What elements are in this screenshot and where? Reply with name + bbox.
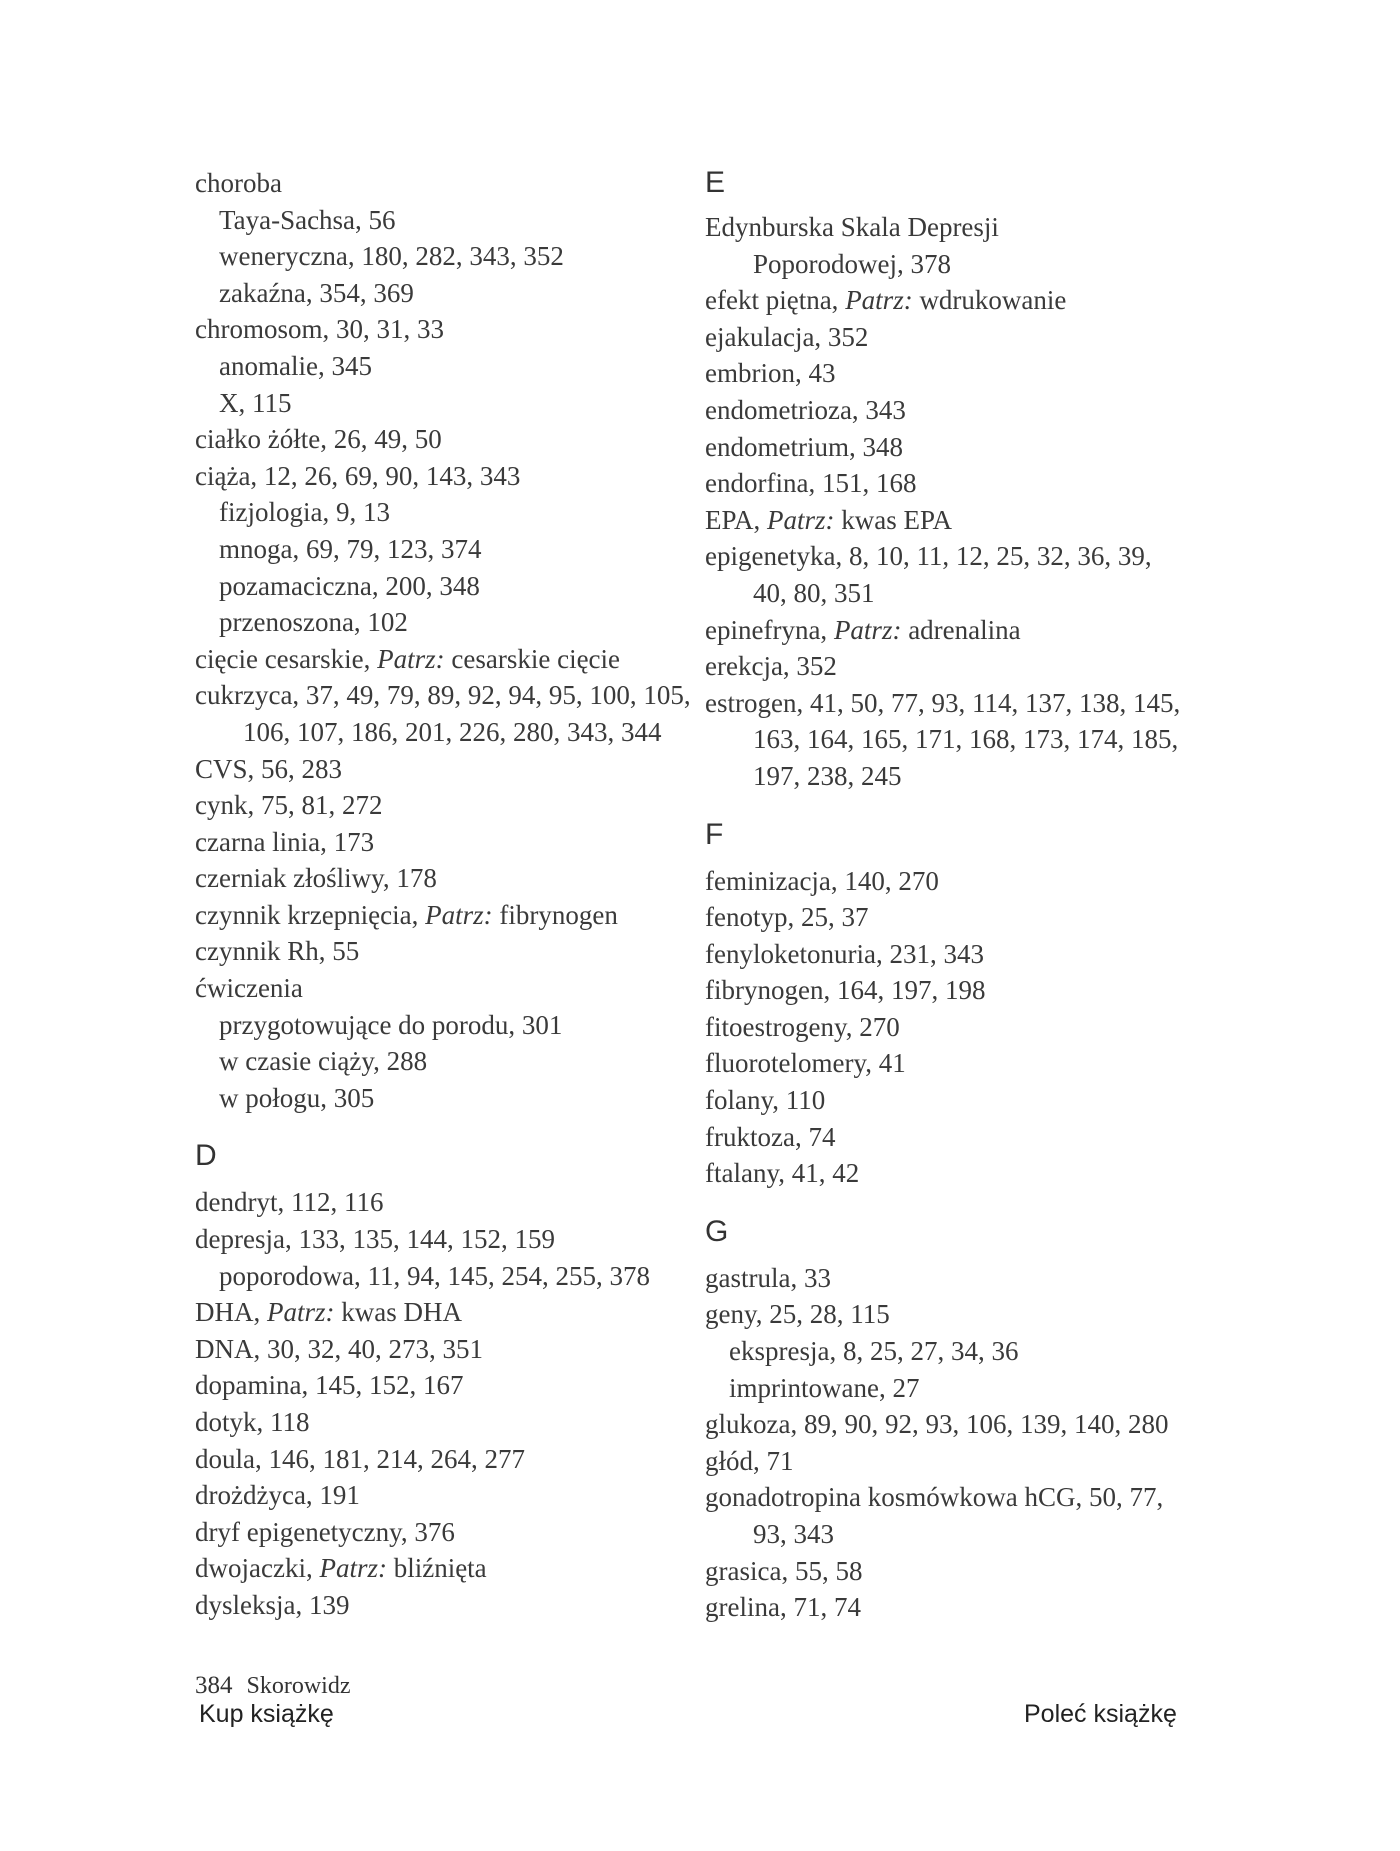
index-text: efekt piętna,: [705, 285, 846, 316]
index-entry-line: [195, 531, 675, 568]
index-entry-line: [195, 1007, 675, 1044]
index-entry: [705, 1406, 1225, 1443]
index-text: dendryt, 112, 116: [195, 1187, 384, 1218]
index-entry: [195, 641, 675, 678]
see-reference-label: Patrz:: [377, 643, 445, 674]
index-entry-line: [705, 1370, 1225, 1407]
index-entry-line: [705, 1333, 1225, 1370]
index-text: X, 115: [219, 387, 292, 418]
index-text: ejakulacja, 352: [705, 321, 869, 352]
index-entry: [705, 355, 1225, 392]
index-text: Poporodowej, 378: [753, 248, 951, 279]
index-text: weneryczna, 180, 282, 343, 352: [219, 241, 564, 272]
index-column-left: [195, 165, 691, 1624]
index-text: choroba: [195, 168, 282, 198]
index-entry-line: [705, 899, 1225, 936]
index-text: glukoza, 89, 90, 92, 93, 106, 139, 140, 280: [705, 1409, 1169, 1440]
index-text: gastrula, 33: [705, 1262, 831, 1293]
index-entry: [195, 1477, 675, 1514]
index-entry: [705, 1119, 1225, 1156]
index-subentry: [195, 494, 675, 531]
index-entry: [195, 421, 675, 458]
index-text: kwas EPA: [834, 504, 953, 535]
index-text: fenotyp, 25, 37: [705, 902, 869, 933]
index-entry-line: [195, 385, 675, 422]
index-entry-line: [195, 714, 675, 751]
index-entry-line: [195, 458, 675, 495]
index-entry-line: [705, 1406, 1225, 1443]
index-text: imprintowane, 27: [729, 1372, 920, 1403]
index-subentry: [195, 1080, 675, 1117]
index-text: ekspresja, 8, 25, 27, 34, 36: [729, 1336, 1019, 1367]
index-entry: [705, 1045, 1225, 1082]
index-entry-line: [195, 933, 675, 970]
index-entry-line: [705, 1119, 1225, 1156]
index-entry-line: [705, 246, 1225, 283]
index-entry-line: [195, 604, 675, 641]
index-entry-line: [195, 1514, 675, 1551]
index-text: 40, 80, 351: [753, 577, 875, 608]
index-entry-line: [705, 575, 1225, 612]
see-reference-label: Patrz:: [845, 285, 913, 316]
index-entry-line: [705, 972, 1225, 1009]
index-entry: [705, 465, 1225, 502]
index-subentry: [195, 348, 675, 385]
index-entry-line: [195, 202, 675, 239]
index-subentry: [705, 1333, 1225, 1370]
index-text: bliźnięta: [386, 1553, 487, 1584]
index-entry-line: [705, 1260, 1225, 1297]
index-entry: [705, 612, 1225, 649]
index-entry: [195, 1404, 675, 1441]
index-entry-line: [195, 1080, 675, 1117]
index-entry-line: [195, 275, 675, 312]
see-reference-label: Patrz:: [267, 1297, 335, 1328]
index-text: dopamina, 145, 152, 167: [195, 1370, 464, 1401]
index-entry-line: [195, 970, 675, 1007]
index-text: fitoestrogeny, 270: [705, 1011, 900, 1042]
index-letter-heading: F: [705, 817, 724, 851]
index-text: embrion, 43: [705, 358, 836, 389]
index-entry-line: [195, 1258, 675, 1295]
index-text: ciąża, 12, 26, 69, 90, 143, 343: [195, 460, 521, 491]
index-entry-line: [195, 641, 675, 678]
index-text: grelina, 71, 74: [705, 1592, 861, 1623]
index-entry: [705, 1443, 1225, 1480]
index-entry: [195, 897, 675, 934]
index-entry-line: [195, 1404, 675, 1441]
index-text: fenyloketonuria, 231, 343: [705, 938, 984, 969]
index-subentry: [195, 531, 675, 568]
index-entry: [705, 685, 1225, 795]
index-entry-line: [195, 421, 675, 458]
index-text: endometrioza, 343: [705, 394, 906, 425]
index-text: epigenetyka, 8, 10, 11, 12, 25, 32, 36, 39,: [705, 541, 1152, 572]
index-entry: [195, 458, 675, 495]
index-entry-line: [195, 1441, 675, 1478]
index-entry: [705, 209, 1225, 282]
index-entry-line: [195, 787, 675, 824]
index-entry-line: [705, 502, 1225, 539]
index-entry-line: [705, 758, 1225, 795]
index-text: ćwiczenia: [195, 973, 303, 1004]
index-entry-line: [705, 1516, 1225, 1553]
index-text: Edynburska Skala Depresji: [705, 212, 999, 242]
index-entry-line: [705, 1479, 1225, 1516]
see-reference-label: Patrz:: [833, 614, 902, 645]
index-entry: [705, 1296, 1225, 1333]
index-entry: [195, 165, 675, 202]
index-entry-line: [705, 1553, 1225, 1590]
recommend-book-link[interactable]: Poleć książkę: [1024, 1700, 1177, 1728]
index-entry: [195, 824, 675, 861]
index-text: CVS, 56, 283: [195, 753, 343, 784]
index-text: czynnik Rh, 55: [195, 936, 360, 967]
index-column-right: [705, 165, 1225, 1626]
index-text: przygotowujące do porodu, 301: [219, 1009, 563, 1040]
index-text: cięcie cesarskie,: [195, 643, 378, 674]
index-text: fizjologia, 9, 13: [219, 497, 390, 528]
index-entry: [195, 1184, 675, 1221]
index-subentry: [195, 1258, 675, 1295]
see-reference-label: Patrz:: [425, 899, 493, 930]
index-entry-line: [705, 429, 1225, 466]
index-letter-heading: G: [705, 1214, 729, 1248]
index-entry-line: [195, 1587, 675, 1624]
index-text: przenoszona, 102: [219, 607, 408, 638]
index-entry-line: [705, 648, 1225, 685]
index-text: fruktoza, 74: [705, 1121, 836, 1152]
index-entry: [705, 1553, 1225, 1590]
index-entry-line: [705, 863, 1225, 900]
index-entry: [705, 936, 1225, 973]
index-text: doula, 146, 181, 214, 264, 277: [195, 1443, 525, 1474]
index-text: estrogen, 41, 50, 77, 93, 114, 137, 138, 145,: [705, 687, 1181, 718]
index-entry: [705, 1155, 1225, 1192]
index-text: czynnik krzepnięcia,: [195, 899, 426, 930]
index-entry-line: [195, 311, 675, 348]
index-subentry: [195, 604, 675, 641]
index-entry-line: [195, 1221, 675, 1258]
index-entry: [195, 311, 675, 348]
index-text: zakaźna, 354, 369: [219, 277, 414, 308]
index-entry-line: [195, 348, 675, 385]
index-entry-line: [705, 209, 1225, 246]
index-subentry: [195, 385, 675, 422]
index-text: EPA,: [705, 504, 768, 535]
index-entry-line: [705, 1443, 1225, 1480]
index-entry-line: [705, 1082, 1225, 1119]
index-entry: [195, 1587, 675, 1624]
index-text: geny, 25, 28, 115: [705, 1299, 890, 1330]
index-entry-line: [195, 1550, 675, 1587]
index-entry-line: [195, 238, 675, 275]
index-entry-line: [195, 897, 675, 934]
index-entry-line: [705, 1155, 1225, 1192]
index-letter-heading: E: [705, 166, 726, 199]
index-text: 93, 343: [753, 1519, 834, 1549]
index-entry: [705, 429, 1225, 466]
index-text: feminizacja, 140, 270: [705, 865, 939, 896]
index-entry: [705, 863, 1225, 900]
buy-book-link[interactable]: Kup książkę: [199, 1700, 334, 1728]
index-entry: [705, 1479, 1225, 1552]
index-text: anomalie, 345: [219, 350, 372, 381]
index-entry: [195, 751, 675, 788]
index-entry-line: [195, 1477, 675, 1514]
index-text: endorfina, 151, 168: [705, 468, 917, 499]
index-text: endometrium, 348: [705, 431, 903, 462]
index-text: wdrukowanie: [912, 285, 1067, 316]
index-text: adrenalina: [901, 614, 1021, 645]
index-entry-line: [195, 1294, 675, 1331]
index-entry-line: [195, 824, 675, 861]
index-text: fluorotelomery, 41: [705, 1048, 906, 1079]
index-subentry: [705, 1370, 1225, 1407]
index-entry-line: [705, 282, 1225, 319]
index-text: cesarskie cięcie: [444, 643, 621, 674]
index-text: poporodowa, 11, 94, 145, 254, 255, 378: [219, 1260, 650, 1291]
index-entry: [195, 787, 675, 824]
index-entry: [195, 1221, 675, 1258]
index-entry-line: [705, 1589, 1225, 1626]
index-text: DHA,: [195, 1297, 267, 1328]
index-entry: [705, 502, 1225, 539]
index-text: cynk, 75, 81, 272: [195, 790, 383, 821]
index-text: pozamaciczna, 200, 348: [219, 570, 480, 601]
index-entry: [705, 1009, 1225, 1046]
index-text: cukrzyca, 37, 49, 79, 89, 92, 94, 95, 100, 105,: [195, 680, 691, 711]
index-text: 163, 164, 165, 171, 168, 173, 174, 185,: [753, 724, 1179, 755]
index-entry: [195, 1441, 675, 1478]
index-entry: [705, 1082, 1225, 1119]
index-text: ciałko żółte, 26, 49, 50: [195, 424, 442, 455]
index-entry: [195, 1294, 675, 1331]
index-entry: [195, 1367, 675, 1404]
index-text: dryf epigenetyczny, 376: [195, 1516, 455, 1547]
index-text: folany, 110: [705, 1085, 826, 1116]
index-subentry: [195, 568, 675, 605]
index-entry: [705, 1589, 1225, 1626]
index-entry-line: [705, 392, 1225, 429]
index-entry-line: [195, 1184, 675, 1221]
index-text: dysleksja, 139: [195, 1589, 350, 1620]
index-text: w czasie ciąży, 288: [219, 1046, 428, 1077]
index-entry: [195, 933, 675, 970]
index-subentry: [195, 202, 675, 239]
index-text: mnoga, 69, 79, 123, 374: [219, 533, 482, 564]
index-entry: [195, 1331, 675, 1368]
index-text: głód, 71: [705, 1445, 794, 1476]
index-entry: [705, 282, 1225, 319]
index-entry-line: [705, 1045, 1225, 1082]
index-text: czarna linia, 173: [195, 826, 375, 857]
index-text: dotyk, 118: [195, 1407, 310, 1437]
index-text: chromosom, 30, 31, 33: [195, 314, 444, 345]
index-text: kwas DHA: [334, 1297, 462, 1328]
index-subentry: [195, 1043, 675, 1080]
index-entry: [705, 1260, 1225, 1297]
index-entry: [705, 648, 1225, 685]
index-entry-line: [195, 1331, 675, 1368]
index-text: w połogu, 305: [219, 1082, 375, 1113]
index-entry: [705, 319, 1225, 356]
index-subentry: [195, 275, 675, 312]
index-entry: [705, 899, 1225, 936]
index-entry-line: [195, 751, 675, 788]
see-reference-label: Patrz:: [319, 1553, 387, 1584]
index-text: 197, 238, 245: [753, 760, 902, 791]
index-entry-line: [705, 721, 1225, 758]
index-text: ftalany, 41, 42: [705, 1158, 860, 1189]
index-entry: [195, 860, 675, 897]
index-subentry: [195, 1007, 675, 1044]
index-entry-line: [705, 1296, 1225, 1333]
index-entry: [705, 392, 1225, 429]
index-entry-line: [705, 936, 1225, 973]
index-entry-line: [705, 685, 1225, 722]
index-entry-line: [705, 319, 1225, 356]
index-subentry: [195, 238, 675, 275]
index-text: Taya-Sachsa, 56: [219, 204, 396, 235]
section-title: Skorowidz: [246, 1673, 351, 1699]
index-entry-line: [195, 165, 675, 202]
index-entry-line: [195, 1367, 675, 1404]
index-text: drożdżyca, 191: [195, 1480, 360, 1511]
index-text: depresja, 133, 135, 144, 152, 159: [195, 1224, 555, 1255]
index-text: grasica, 55, 58: [705, 1555, 863, 1586]
index-entry-line: [195, 568, 675, 605]
see-reference-label: Patrz:: [767, 504, 835, 535]
index-text: fibrynogen, 164, 197, 198: [705, 975, 986, 1006]
index-text: gonadotropina kosmówkowa hCG, 50, 77,: [705, 1482, 1164, 1513]
index-entry-line: [195, 860, 675, 897]
page-footer: [195, 1672, 351, 1700]
index-entry: [195, 1514, 675, 1551]
page-number: 384: [195, 1672, 233, 1699]
index-text: DNA, 30, 32, 40, 273, 351: [195, 1333, 483, 1364]
index-entry-line: [195, 1043, 675, 1080]
index-text: 106, 107, 186, 201, 226, 280, 343, 344: [243, 716, 662, 747]
index-entry-line: [705, 612, 1225, 649]
index-entry: [705, 538, 1225, 611]
index-entry: [195, 1550, 675, 1587]
index-entry-line: [195, 677, 691, 714]
index-text: epinefryna,: [705, 614, 834, 645]
index-entry: [705, 972, 1225, 1009]
index-entry: [195, 970, 675, 1007]
index-text: fibrynogen: [492, 899, 618, 930]
index-entry: [195, 677, 691, 750]
index-entry-line: [705, 1009, 1225, 1046]
index-entry-line: [705, 538, 1225, 575]
index-text: czerniak złośliwy, 178: [195, 863, 437, 894]
index-letter-heading: D: [195, 1139, 217, 1173]
index-entry-line: [705, 355, 1225, 392]
index-entry-line: [705, 465, 1225, 502]
index-entry-line: [195, 494, 675, 531]
index-text: erekcja, 352: [705, 651, 837, 682]
index-text: dwojaczki,: [195, 1553, 320, 1584]
